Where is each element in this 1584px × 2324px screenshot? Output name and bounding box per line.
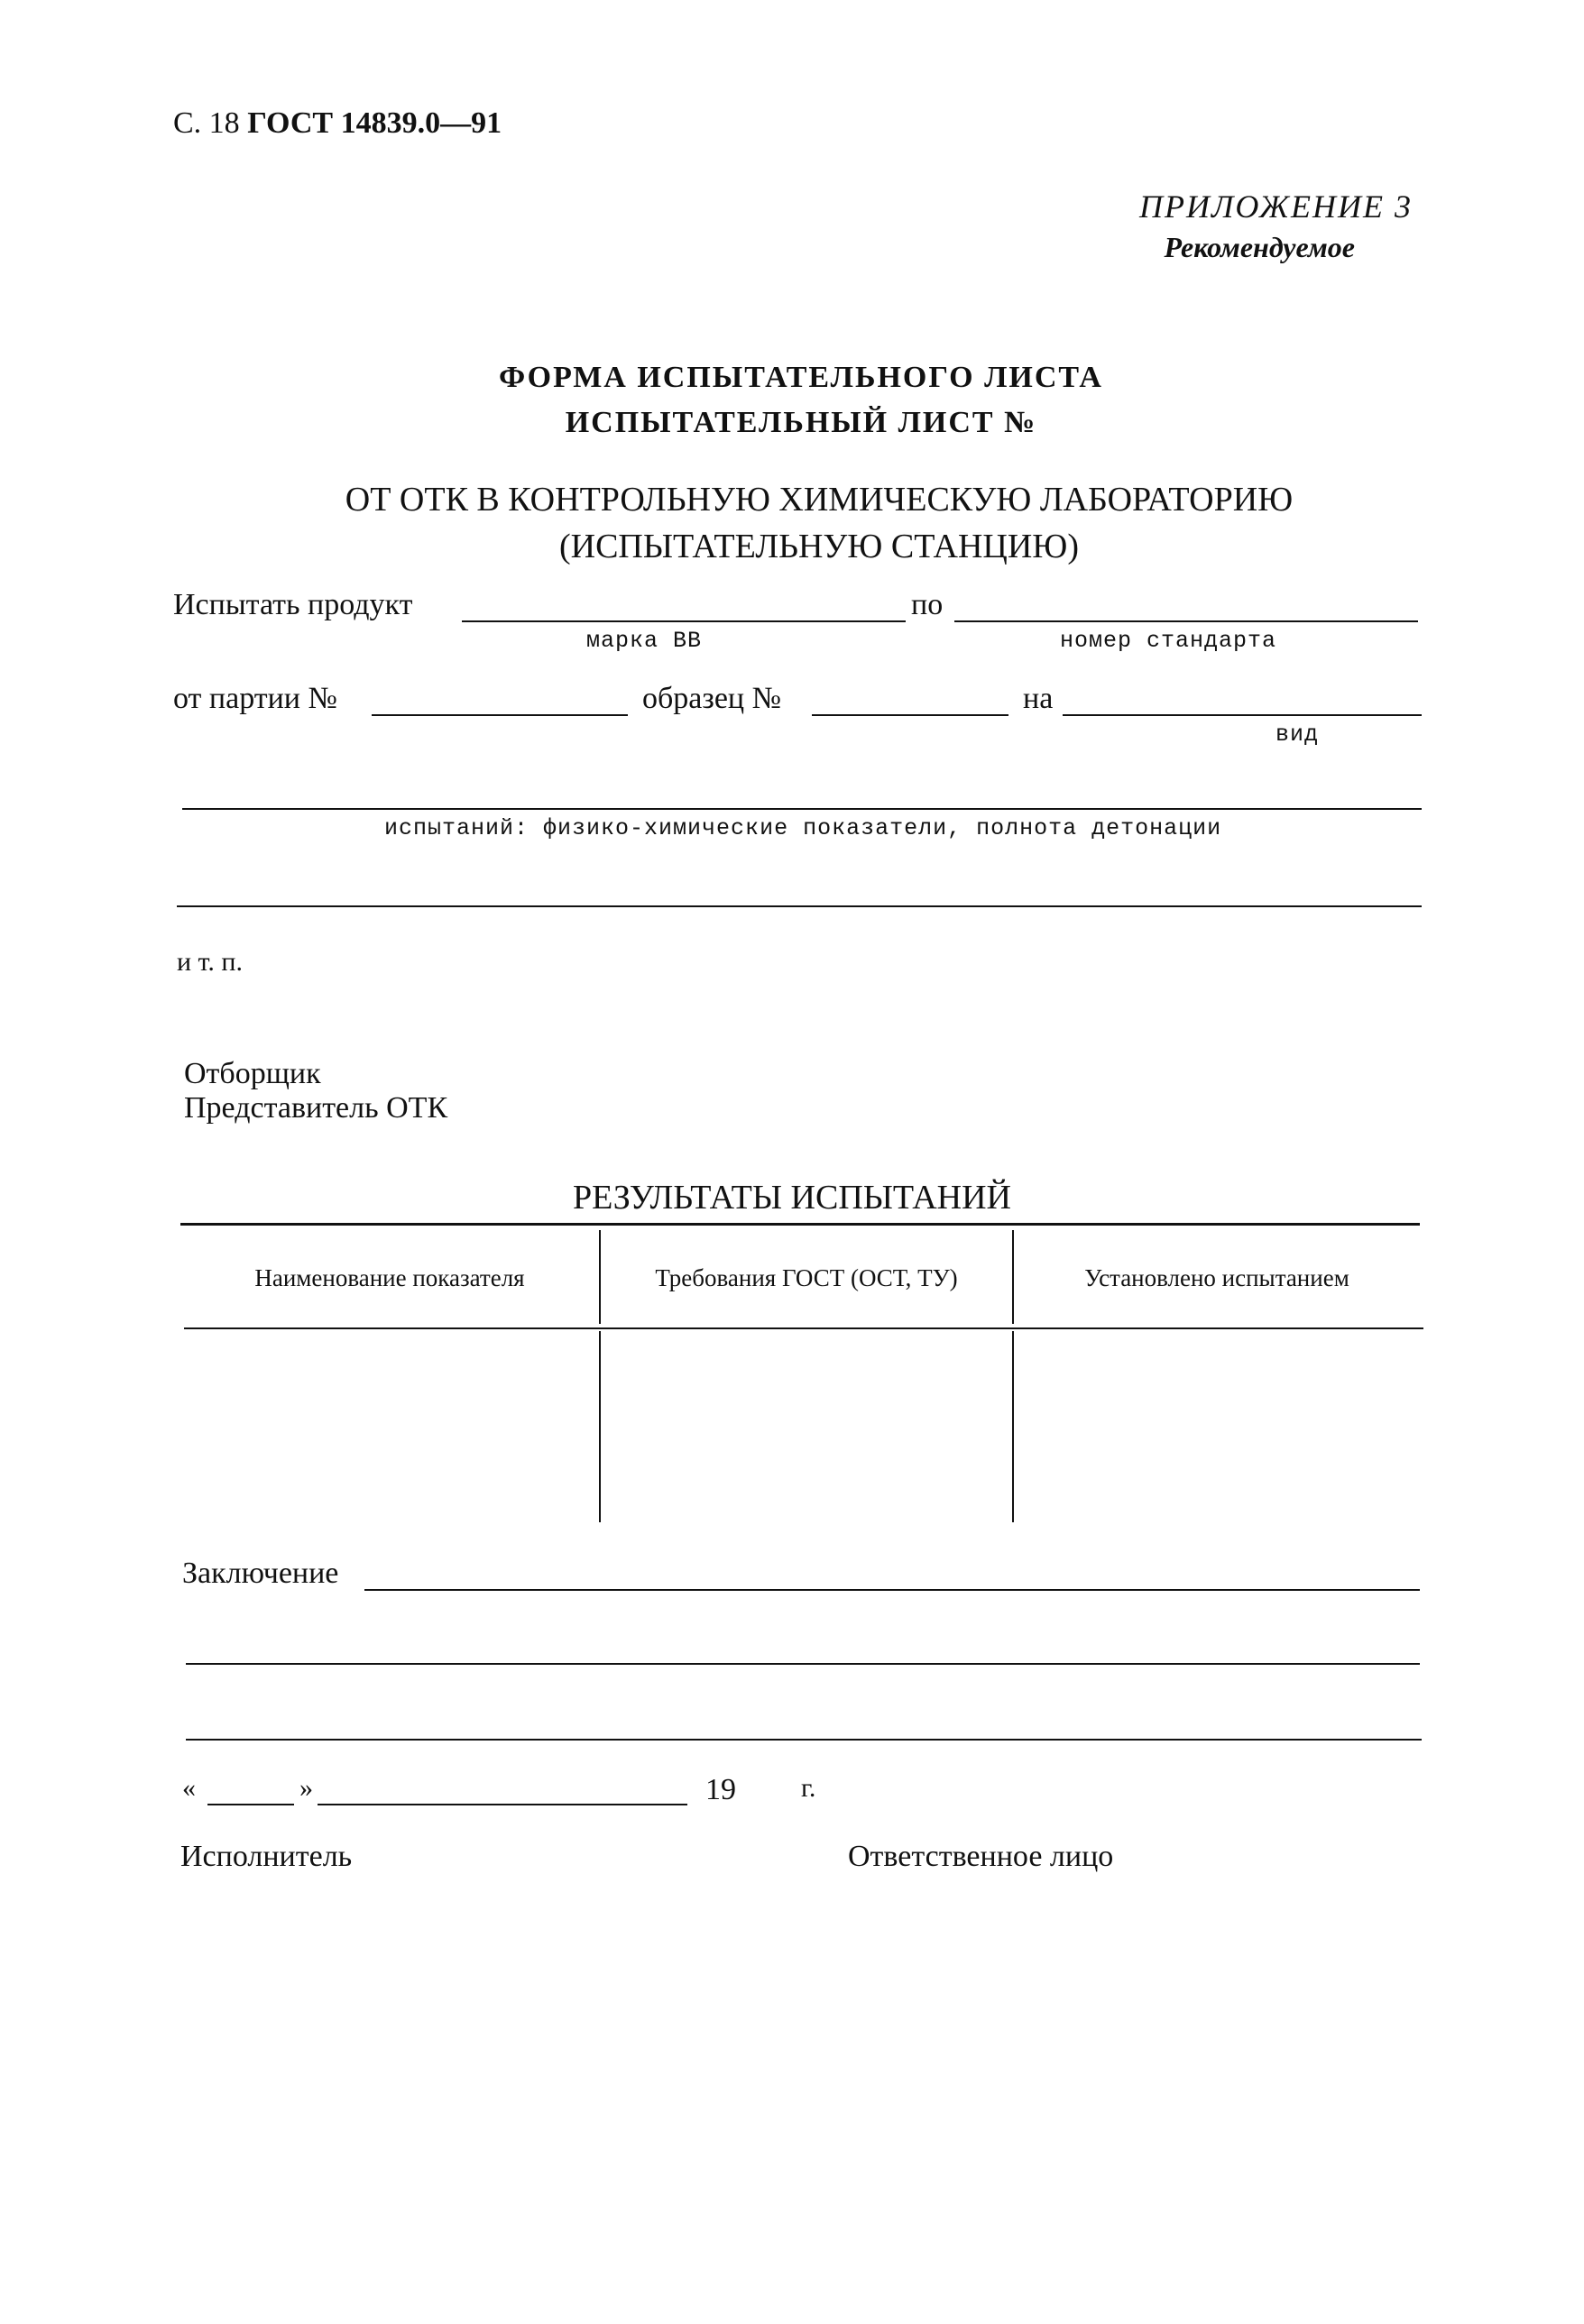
brand-caption: марка ВВ	[586, 628, 703, 654]
table-header-established: Установлено испытанием	[1084, 1264, 1349, 1291]
test-product-label: Испытать продукт	[173, 588, 413, 621]
page-header	[173, 106, 502, 141]
table-top-rule	[180, 1223, 1420, 1226]
appendix-label: ПРИЛОЖЕНИЕ 3	[1139, 188, 1413, 225]
subtitle-line-1: ОТ ОТК В КОНТРОЛЬНУЮ ХИМИЧЕСКУЮ ЛАБОРАТОРИЮ	[345, 481, 1294, 519]
batch-field-line[interactable]	[372, 714, 628, 716]
date-close-quote: »	[299, 1773, 313, 1803]
form-title: ФОРМА ИСПЫТАТЕЛЬНОГО ЛИСТА	[499, 361, 1103, 394]
appendix-status: Рекомендуемое	[1164, 231, 1355, 263]
date-month-line[interactable]	[318, 1804, 687, 1805]
year-prefix: 19	[705, 1773, 736, 1806]
date-day-line[interactable]	[207, 1804, 294, 1805]
batch-label: от партии №	[173, 682, 337, 715]
conclusion-label: Заключение	[182, 1557, 339, 1590]
sampler-label: Отборщик	[184, 1057, 321, 1090]
year-suffix: г.	[801, 1773, 816, 1803]
on-label: на	[1023, 682, 1054, 715]
otk-representative-label: Представитель ОТК	[184, 1091, 448, 1125]
kind-caption: вид	[1275, 721, 1320, 748]
date-open-quote: «	[182, 1773, 196, 1803]
table-header-indicator: Наименование показателя	[254, 1264, 525, 1291]
kind-field-line[interactable]	[1063, 714, 1422, 716]
standard-caption: номер стандарта	[1060, 628, 1277, 654]
tests-caption: испытаний: физико-химические показатели, полнота детонации	[384, 815, 1222, 841]
results-heading: РЕЗУЛЬТАТЫ ИСПЫТАНИЙ	[573, 1179, 1011, 1217]
table-body-divider-2	[1012, 1331, 1014, 1522]
by-label: по	[911, 588, 944, 621]
standard-code: ГОСТ 14839.0—91	[247, 106, 502, 140]
sheet-title: ИСПЫТАТЕЛЬНЫЙ ЛИСТ №	[565, 406, 1037, 439]
etc-text: и т. п.	[177, 947, 243, 977]
subtitle-line-2: (ИСПЫТАТЕЛЬНУЮ СТАНЦИЮ)	[558, 528, 1079, 565]
table-header-requirements: Требования ГОСТ (ОСТ, ТУ)	[655, 1264, 958, 1291]
conclusion-line-1[interactable]	[364, 1589, 1420, 1591]
sample-field-line[interactable]	[812, 714, 1008, 716]
page-number: С. 18	[173, 106, 240, 140]
conclusion-line-2[interactable]	[186, 1663, 1420, 1665]
standard-field-line[interactable]	[954, 620, 1418, 622]
conclusion-line-3[interactable]	[186, 1739, 1422, 1741]
tests-field-line[interactable]	[182, 808, 1422, 810]
executor-label: Исполнитель	[180, 1840, 353, 1873]
tests-extra-line[interactable]	[177, 905, 1422, 907]
table-header-rule	[184, 1327, 1423, 1329]
sample-label: образец №	[642, 682, 782, 715]
table-body-divider-1	[599, 1331, 601, 1522]
brand-field-line[interactable]	[462, 620, 906, 622]
responsible-person-label: Ответственное лицо	[848, 1840, 1114, 1873]
